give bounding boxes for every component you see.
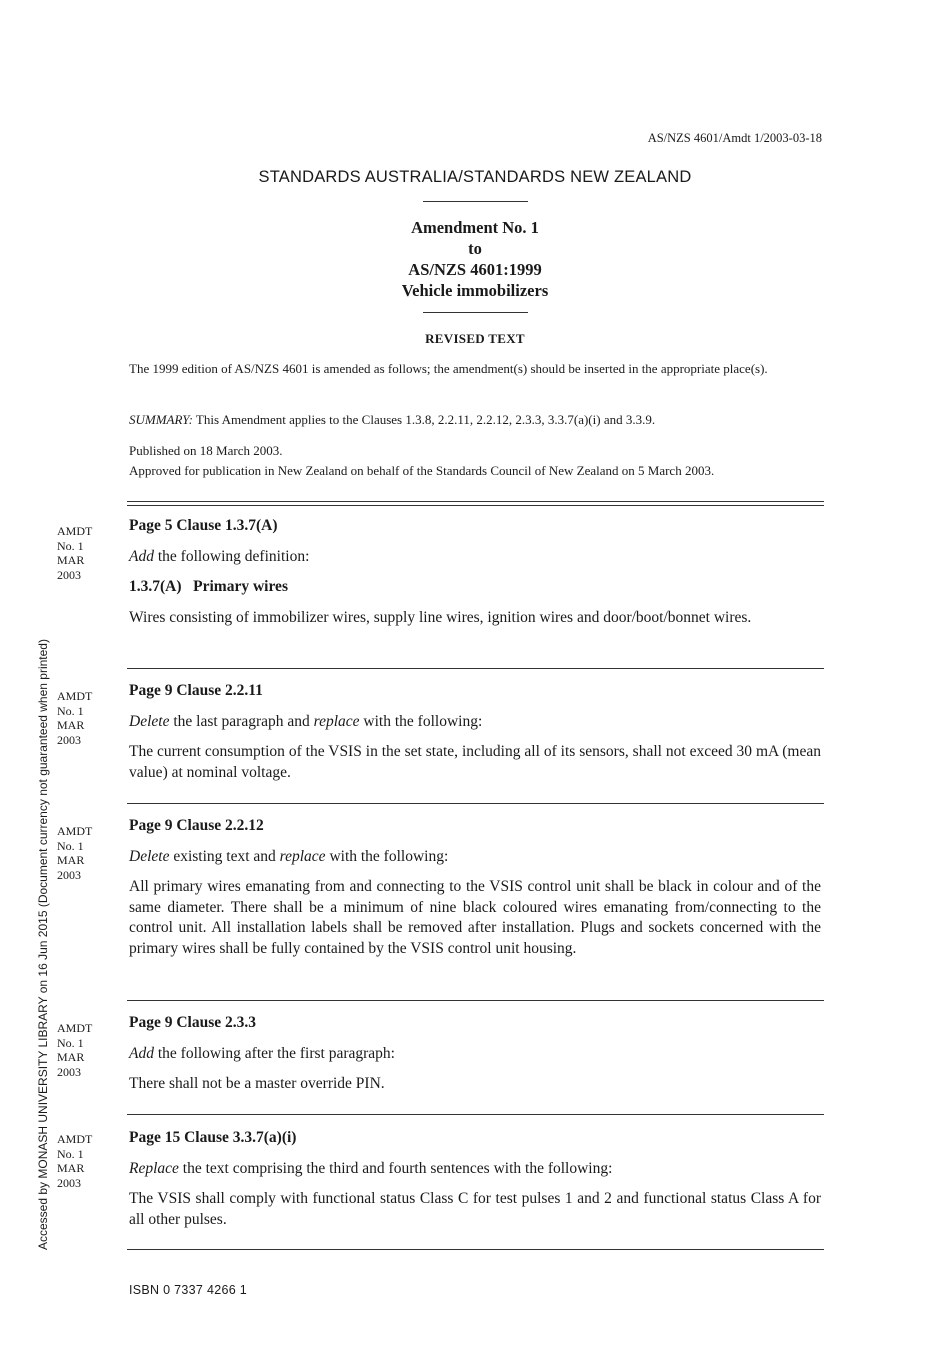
instruction-verb: Delete <box>129 712 170 730</box>
section-heading: Page 9 Clause 2.2.11 <box>129 682 263 699</box>
section-text: The VSIS shall comply with functional status Class C for test pulses 1 and 2 and functional status Class A for all other pulses. <box>129 1190 821 1228</box>
revised-text-label: REVISED TEXT <box>425 331 525 346</box>
amdt-margin-note <box>57 524 117 582</box>
summary-paragraph <box>129 410 821 430</box>
amdt-line: MAR <box>57 553 85 567</box>
amdt-line: AMDT <box>57 1132 93 1146</box>
instruction-verb: Add <box>129 1044 154 1062</box>
section-body <box>129 1013 821 1095</box>
instruction-verb: Add <box>129 547 154 565</box>
section-divider <box>127 1000 824 1001</box>
section-body <box>129 516 821 628</box>
access-watermark: Accessed by MONASH UNIVERSITY LIBRARY on 16 Jun 2015 (Document currency not guaranteed when printed) <box>36 639 50 1250</box>
amdt-line: No. 1 <box>57 1146 84 1161</box>
instruction-text: with the following: <box>325 847 449 865</box>
section-heading: Page 5 Clause 1.3.7(A) <box>129 517 278 534</box>
amdt-line: MAR <box>57 1161 85 1175</box>
amdt-margin-note <box>57 1021 117 1079</box>
amdt-line: AMDT <box>57 524 93 538</box>
amdt-line: 2003 <box>57 1175 81 1190</box>
double-divider <box>127 501 824 506</box>
instruction-text: existing text and <box>169 847 280 865</box>
amdt-line: MAR <box>57 1050 85 1064</box>
summary-text: This Amendment applies to the Clauses 1.3.8, 2.2.11, 2.2.12, 2.3.3, 3.3.7(a)(i) and 3.3.9. <box>192 412 656 427</box>
section-heading: Page 9 Clause 2.3.3 <box>129 1014 257 1031</box>
amdt-line: AMDT <box>57 689 93 703</box>
amdt-line: No. 1 <box>57 538 84 553</box>
amdt-line: MAR <box>57 718 85 732</box>
section-divider <box>127 1249 824 1250</box>
amdt-margin-note <box>57 824 117 882</box>
divider <box>423 312 528 313</box>
amdt-line: No. 1 <box>57 1035 84 1050</box>
instruction-verb: replace <box>313 712 360 730</box>
published-date: Published on 18 March 2003. <box>129 443 283 458</box>
document-reference: AS/NZS 4601/Amdt 1/2003-03-18 <box>647 131 822 145</box>
instruction-text: the following after the first paragraph: <box>153 1044 395 1062</box>
section-body <box>129 681 821 783</box>
definition-heading: 1.3.7(A) Primary wires <box>129 578 288 596</box>
section-divider <box>127 668 824 669</box>
amdt-line: 2003 <box>57 732 81 747</box>
amdt-line: AMDT <box>57 824 93 838</box>
divider <box>423 201 528 202</box>
instruction-text: with the following: <box>359 712 483 730</box>
section-heading: Page 15 Clause 3.3.7(a)(i) <box>129 1129 297 1146</box>
section-text: The current consumption of the VSIS in the set state, including all of its sensors, shall not exceed 30 mA (mean value) at nominal voltage. <box>129 743 821 781</box>
section-text: Wires consisting of immobilizer wires, supply line wires, ignition wires and door/boot/bonnet wires. <box>129 608 752 626</box>
section-instruction <box>129 547 821 568</box>
title-line-to: to <box>468 239 482 258</box>
isbn: ISBN 0 7337 4266 1 <box>129 1283 247 1297</box>
section-text: All primary wires emanating from and connecting to the VSIS control unit shall be black in colour and of the same diameter. There shall be a minimum of nine black coloured wires emanating from/connecting to the control unit. All installation labels shall be removed after installation. Plugs and sockets concerned with the primary wires shall be fully contained by the VSIS control unit housing. <box>129 878 821 957</box>
section-heading: Page 9 Clause 2.2.12 <box>129 817 264 834</box>
amdt-line: No. 1 <box>57 838 84 853</box>
instruction-verb: replace <box>279 847 326 865</box>
instruction-text: the following definition: <box>153 547 310 565</box>
instruction-text: the last paragraph and <box>169 712 314 730</box>
section-instruction <box>129 712 821 733</box>
intro-paragraph: The 1999 edition of AS/NZS 4601 is amended as follows; the amendment(s) should be inserted in the appropriate place(s). <box>129 361 768 376</box>
amdt-line: AMDT <box>57 1021 93 1035</box>
document-title <box>0 217 950 301</box>
section-text: There shall not be a master override PIN. <box>129 1075 385 1093</box>
section-instruction <box>129 1159 821 1180</box>
section-body <box>129 816 821 960</box>
title-line-amendment: Amendment No. 1 <box>411 218 539 237</box>
amdt-line: No. 1 <box>57 703 84 718</box>
summary-label: SUMMARY: <box>129 412 193 427</box>
instruction-text: the text comprising the third and fourth sentences with the following: <box>178 1159 613 1177</box>
section-body <box>129 1128 821 1230</box>
section-divider <box>127 1114 824 1115</box>
title-line-subject: Vehicle immobilizers <box>401 281 549 300</box>
instruction-verb: Delete <box>129 847 170 865</box>
organization-name: STANDARDS AUSTRALIA/STANDARDS NEW ZEALAND <box>258 168 692 186</box>
approval-note: Approved for publication in New Zealand on behalf of the Standards Council of New Zealand on 5 March 2003. <box>129 463 715 478</box>
amdt-margin-note <box>57 689 117 747</box>
amdt-line: 2003 <box>57 567 81 582</box>
section-instruction <box>129 847 821 868</box>
amdt-line: MAR <box>57 853 85 867</box>
instruction-verb: Replace <box>129 1159 179 1177</box>
amdt-line: 2003 <box>57 867 81 882</box>
amdt-margin-note <box>57 1132 117 1190</box>
amdt-line: 2003 <box>57 1064 81 1079</box>
section-divider <box>127 803 824 804</box>
title-line-standard: AS/NZS 4601:1999 <box>408 260 542 279</box>
section-instruction <box>129 1044 821 1065</box>
